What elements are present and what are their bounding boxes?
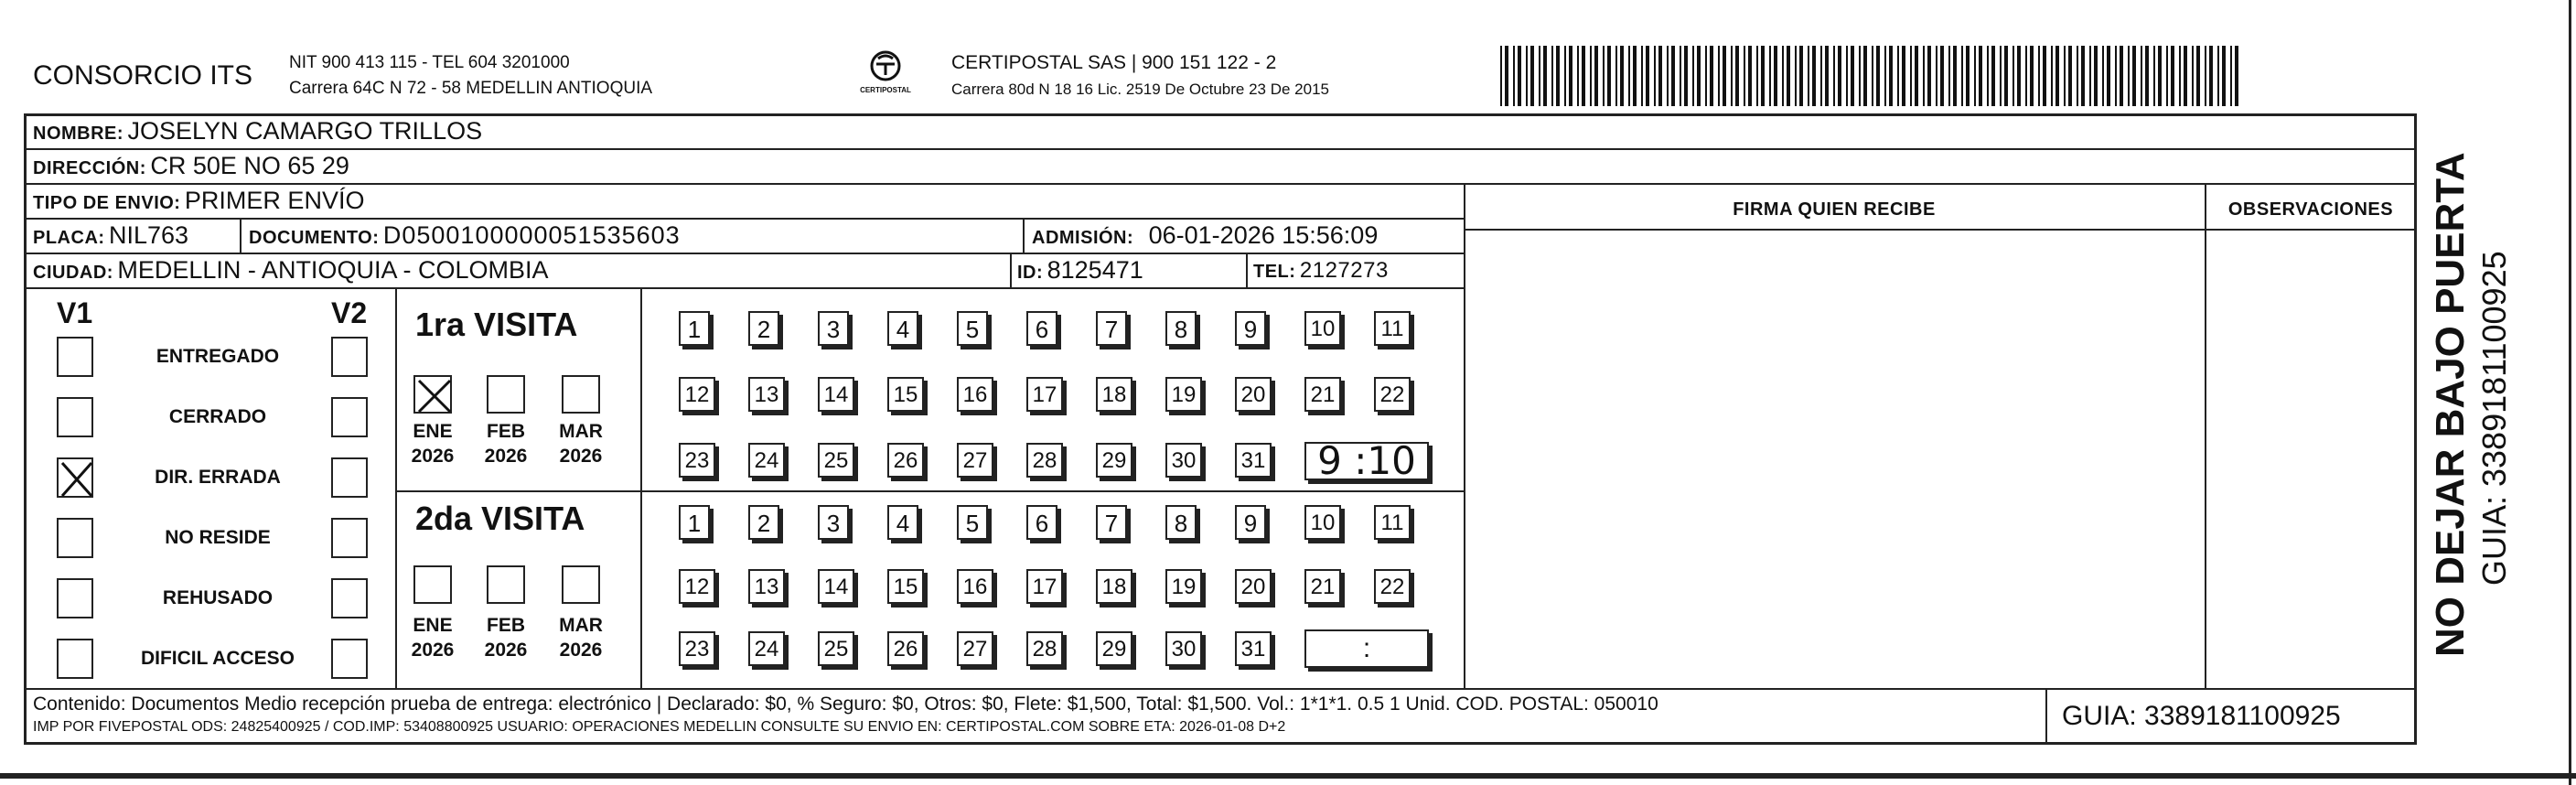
month-name: ENE (413, 615, 453, 636)
id-label: ID: (1017, 263, 1044, 283)
row-line (1464, 229, 2415, 231)
day-box[interactable]: 5 (957, 505, 988, 540)
month-name: ENE (413, 421, 453, 442)
footer-guia: GUIA: 3389181100925 (2062, 701, 2341, 731)
month-year: 2026 (559, 446, 603, 467)
documento-cell (249, 221, 681, 250)
nit-line: NIT 900 413 115 - TEL 604 3201000 (289, 53, 570, 72)
direccion-label: DIRECCIÓN: (33, 158, 146, 178)
month-label (474, 613, 538, 662)
day-box[interactable]: 23 (679, 631, 715, 666)
barcode-bar (1710, 46, 1713, 106)
admision-cell (1032, 221, 1378, 250)
barcode-bar (2171, 46, 2174, 106)
month-year: 2026 (411, 446, 455, 467)
status-v1-checkbox[interactable] (57, 457, 93, 498)
visit1-time: 9 :10 (1304, 442, 1429, 480)
day-box[interactable]: 12 (679, 377, 715, 412)
day-box[interactable]: 28 (1026, 443, 1063, 478)
col-line-obs (2205, 183, 2206, 688)
status-v2-checkbox[interactable] (331, 397, 368, 437)
certipostal-line: CERTIPOSTAL SAS | 900 151 122 - 2 (951, 52, 1277, 73)
barcode-bar (1569, 46, 1572, 106)
side-guia: GUIA: 3389181100925 (2475, 251, 2513, 586)
day-box[interactable]: 8 (1165, 311, 1197, 346)
col-line-placa (240, 218, 242, 253)
barcode-bar (1518, 46, 1521, 106)
day-box[interactable]: 24 (748, 631, 785, 666)
v1-header: V1 (57, 296, 93, 329)
day-box[interactable]: 23 (679, 443, 715, 478)
day-box[interactable]: 16 (957, 569, 993, 604)
barcode-bar (2064, 46, 2066, 106)
barcode-bar (1667, 46, 1669, 106)
status-v1-checkbox[interactable] (57, 578, 93, 618)
barcode-bar (1539, 46, 1540, 106)
barcode-bar (2030, 46, 2034, 106)
barcode-bar (1620, 46, 1624, 106)
barcode-bar (1820, 46, 1822, 106)
day-box[interactable]: 16 (957, 377, 993, 412)
barcode-bar (2055, 46, 2059, 106)
month-checkbox[interactable] (413, 565, 452, 604)
barcode-bar (1902, 46, 1905, 106)
col-line-guia (2045, 688, 2047, 745)
barcode-bar (1756, 46, 1758, 106)
placa-cell (33, 221, 188, 250)
barcode-bar (1782, 46, 1784, 106)
day-box[interactable]: 12 (679, 569, 715, 604)
day-box[interactable]: 8 (1165, 505, 1197, 540)
barcode-bar (2068, 46, 2072, 106)
month-checkbox[interactable] (413, 375, 452, 414)
day-box[interactable]: 4 (887, 505, 918, 540)
nombre-value: JOSELYN CAMARGO TRILLOS (127, 117, 483, 145)
placa-label: PLACA: (33, 228, 105, 248)
barcode-bar (2089, 46, 2091, 106)
day-box[interactable]: 15 (887, 569, 924, 604)
barcode-bar (1505, 46, 1508, 106)
day-box[interactable]: 26 (887, 631, 924, 666)
barcode-bar (1897, 46, 1899, 106)
barcode-bar (2025, 46, 2027, 106)
v2-header: V2 (331, 296, 368, 329)
barcode-bar (2017, 46, 2021, 106)
barcode-bar (1551, 46, 1553, 106)
nombre-label: NOMBRE: (33, 124, 124, 144)
day-box[interactable]: 21 (1304, 569, 1341, 604)
barcode-bar (1526, 46, 1528, 106)
month-checkbox[interactable] (487, 375, 525, 414)
x-mark-icon (415, 377, 454, 415)
day-box[interactable]: 27 (957, 443, 993, 478)
ciudad-label: CIUDAD: (33, 263, 113, 283)
col-line-left (1464, 183, 1465, 688)
day-box[interactable]: 28 (1026, 631, 1063, 666)
barcode-bar (1731, 46, 1733, 106)
barcode-bar (1825, 46, 1829, 106)
barcode-bar (1940, 46, 1944, 106)
day-box[interactable]: 3 (818, 311, 849, 346)
month-year: 2026 (411, 640, 455, 661)
bottom-border (0, 773, 2576, 779)
barcode-bar (1774, 46, 1777, 106)
barcode-bar (2012, 46, 2014, 106)
ciudad-cell (33, 256, 548, 285)
day-box[interactable]: 17 (1026, 569, 1063, 604)
barcode-bar (2132, 46, 2136, 106)
status-v1-checkbox[interactable] (57, 337, 93, 377)
barcode-bar (1966, 46, 1970, 106)
month-year: 2026 (484, 446, 528, 467)
day-box[interactable]: 29 (1096, 443, 1132, 478)
month-name: FEB (487, 421, 525, 442)
barcode-bar (2153, 46, 2155, 106)
barcode-bar (1633, 46, 1637, 106)
day-box[interactable]: 1 (679, 311, 710, 346)
day-box[interactable]: 31 (1235, 443, 1272, 478)
day-box[interactable]: 17 (1026, 377, 1063, 412)
barcode-bar (2209, 46, 2213, 106)
barcode-bar (1915, 46, 1918, 106)
barcode-bar (2158, 46, 2162, 106)
placa-value: NIL763 (109, 221, 189, 249)
tipo-label: TIPO DE ENVIO: (33, 193, 181, 213)
visit1-title: 1ra VISITA (415, 306, 578, 343)
day-box[interactable]: 30 (1165, 443, 1202, 478)
day-box[interactable]: 7 (1096, 505, 1127, 540)
visit2-title: 2da VISITA (415, 500, 585, 537)
barcode-bar (1680, 46, 1681, 106)
firma-header: FIRMA QUIEN RECIBE (1733, 199, 1936, 220)
barcode-bar (2051, 46, 2053, 106)
barcode-bar (1607, 46, 1611, 106)
nombre-row (33, 117, 482, 145)
day-box[interactable]: 18 (1096, 569, 1132, 604)
day-box[interactable]: 11 (1374, 311, 1411, 346)
side-warning: NO DEJAR BAJO PUERTA (2428, 152, 2473, 657)
row-line (26, 287, 1464, 289)
barcode-bar (1500, 46, 1502, 106)
barcode-bar (1718, 46, 1720, 106)
barcode-bar (1795, 46, 1797, 106)
barcode-bar (1859, 46, 1861, 106)
barcode-bar (1735, 46, 1739, 106)
barcode-bar (1812, 46, 1816, 106)
day-box[interactable]: 15 (887, 377, 924, 412)
barcode-bar (1846, 46, 1848, 106)
barcode-bar (2038, 46, 2040, 106)
row-line (26, 183, 2415, 185)
documento-value: D0500100000051535603 (382, 221, 681, 249)
day-box[interactable]: 11 (1374, 505, 1411, 540)
barcode-bar (1646, 46, 1649, 106)
barcode-bar (1577, 46, 1579, 106)
barcode-bar (2077, 46, 2078, 106)
barcode-bar (1799, 46, 1803, 106)
month-label (401, 613, 465, 662)
day-box[interactable]: 3 (818, 505, 849, 540)
id-cell (1017, 256, 1143, 285)
barcode-bar (1671, 46, 1675, 106)
barcode-bar (1697, 46, 1701, 106)
barcode-bar (1872, 46, 1873, 106)
month-label (549, 613, 613, 662)
month-year: 2026 (559, 640, 603, 661)
right-border (2569, 0, 2571, 785)
month-label (549, 419, 613, 468)
day-box[interactable]: 25 (818, 443, 854, 478)
barcode-bar (1961, 46, 1963, 106)
barcode-bar (1923, 46, 1925, 106)
direccion-row (33, 152, 349, 180)
status-v1-checkbox[interactable] (57, 397, 93, 437)
day-box[interactable]: 25 (818, 631, 854, 666)
barcode-bar (1936, 46, 1937, 106)
day-box[interactable]: 2 (748, 311, 779, 346)
tel-label: TEL: (1253, 262, 1296, 282)
barcode-bar (1979, 46, 1982, 106)
barcode-bar (2120, 46, 2123, 106)
day-box[interactable]: 6 (1026, 311, 1057, 346)
day-box[interactable]: 30 (1165, 631, 1202, 666)
day-box[interactable]: 21 (1304, 377, 1341, 412)
barcode-bar (1603, 46, 1605, 106)
day-box[interactable]: 7 (1096, 311, 1127, 346)
barcode-bar (1953, 46, 1957, 106)
row-line (26, 148, 2415, 150)
barcode-bar (1723, 46, 1726, 106)
day-box[interactable]: 14 (818, 377, 854, 412)
barcode-bar (2145, 46, 2149, 106)
barcode-bar (1590, 46, 1592, 106)
barcode-bar (1530, 46, 1534, 106)
tel-cell (1253, 258, 1389, 284)
barcode-bar (1769, 46, 1771, 106)
day-box[interactable]: 2 (748, 505, 779, 540)
col-line-months (640, 287, 642, 688)
footer-imp: IMP POR FIVEPOSTAL ODS: 24825400925 / COD.IMP: 53408800925 USUARIO: OPERACIONES MEDELLIN CONSULTE SU ENVIO EN: CERTIPOSTAL.COM SOBRE ETA: 2026-01-08 D+2 (33, 719, 1286, 735)
barcode-bar (2107, 46, 2110, 106)
barcode-bar (1948, 46, 1950, 106)
visit-divider (397, 490, 1464, 492)
barcode-bar (1808, 46, 1809, 106)
status-label: CERRADO (168, 406, 267, 427)
day-box[interactable]: 19 (1165, 569, 1202, 604)
barcode-bar (2235, 46, 2238, 106)
day-box[interactable]: 20 (1235, 377, 1272, 412)
day-box[interactable]: 9 (1235, 311, 1266, 346)
barcode-bar (2196, 46, 2200, 106)
barcode-bar (1838, 46, 1841, 106)
barcode-bar (2192, 46, 2194, 106)
barcode-bar (1556, 46, 1560, 106)
month-checkbox[interactable] (562, 565, 600, 604)
barcode-bar (2128, 46, 2130, 106)
day-box[interactable]: 31 (1235, 631, 1272, 666)
day-box[interactable]: 20 (1235, 569, 1272, 604)
barcode-bar (2222, 46, 2226, 106)
day-box[interactable]: 24 (748, 443, 785, 478)
barcode-bar (2184, 46, 2187, 106)
tel-value: 2127273 (1299, 258, 1389, 283)
month-label (474, 419, 538, 468)
status-v2-checkbox[interactable] (331, 457, 368, 498)
status-label: DIR. ERRADA (155, 467, 281, 488)
barcode-bar (2179, 46, 2181, 106)
col-line-admision (1023, 218, 1025, 253)
documento-label: DOCUMENTO: (249, 228, 380, 248)
barcode-bar (1564, 46, 1566, 106)
certipostal-logo (858, 46, 913, 102)
status-v2-checkbox[interactable] (331, 518, 368, 558)
barcode-bar (1628, 46, 1630, 106)
status-v2-checkbox[interactable] (331, 578, 368, 618)
admision-label: ADMISIÓN: (1032, 228, 1134, 248)
x-mark-icon (59, 459, 95, 500)
status-label: ENTREGADO (156, 346, 280, 367)
day-box[interactable]: 27 (957, 631, 993, 666)
barcode-bar (1974, 46, 1976, 106)
barcode-bar (1889, 46, 1893, 106)
barcode-bar (2043, 46, 2046, 106)
status-v1-checkbox[interactable] (57, 639, 93, 679)
barcode-bar (1705, 46, 1707, 106)
month-checkbox[interactable] (487, 565, 525, 604)
barcode-bar (1513, 46, 1515, 106)
day-box[interactable]: 19 (1165, 377, 1202, 412)
barcode-bar (1910, 46, 1912, 106)
admision-value: 06-01-2026 15:56:09 (1148, 221, 1379, 249)
status-label: REHUSADO (162, 587, 274, 608)
barcode-bar (2205, 46, 2206, 106)
barcode-bar (2115, 46, 2117, 106)
barcode-bar (1615, 46, 1617, 106)
barcode-bar (1987, 46, 1989, 106)
barcode-bar (1641, 46, 1643, 106)
row-line (26, 253, 1464, 254)
barcode-bar (1863, 46, 1867, 106)
day-box[interactable]: 10 (1304, 311, 1341, 346)
observaciones-header: OBSERVACIONES (2227, 199, 2394, 220)
footer-contenido: Contenido: Documentos Medio recepción prueba de entrega: electrónico | Declarado: $0, % Seguro: $0, Otros: $0, Flete: $1,500, Total: $1,500. Vol.: 1*1*1. 0.5 1 Unid. COD. POSTAL: 050010 (33, 694, 1658, 715)
day-box[interactable]: 22 (1374, 377, 1411, 412)
month-label (401, 419, 465, 468)
day-box[interactable]: 10 (1304, 505, 1341, 540)
barcode-bar (1833, 46, 1835, 106)
status-v2-checkbox[interactable] (331, 639, 368, 679)
id-value: 8125471 (1046, 256, 1143, 284)
barcode-bar (2094, 46, 2098, 106)
day-box[interactable]: 14 (818, 569, 854, 604)
barcode-bar (2230, 46, 2232, 106)
day-box[interactable]: 26 (887, 443, 924, 478)
barcode-bar (2166, 46, 2168, 106)
day-box[interactable]: 4 (887, 311, 918, 346)
barcode-bar (2102, 46, 2104, 106)
tipo-value: PRIMER ENVÍO (184, 187, 365, 214)
barcode-bar (2000, 46, 2002, 106)
barcode-bar (1543, 46, 1547, 106)
company-name: CONSORCIO ITS (33, 60, 253, 91)
col-line-tel (1246, 253, 1248, 287)
barcode-bar (1761, 46, 1765, 106)
barcode-bar (2217, 46, 2219, 106)
barcode-bar (1684, 46, 1688, 106)
address-line: Carrera 64C N 72 - 58 MEDELLIN ANTIOQUIA (289, 79, 653, 98)
day-box[interactable]: 6 (1026, 505, 1057, 540)
ciudad-value: MEDELLIN - ANTIOQUIA - COLOMBIA (117, 256, 549, 284)
license-line: Carrera 80d N 18 16 Lic. 2519 De Octubre 23 De 2015 (951, 81, 1329, 98)
status-label: NO RESIDE (165, 527, 271, 548)
month-name: MAR (559, 421, 603, 442)
barcode-bar (2004, 46, 2008, 106)
barcode (1500, 46, 2241, 106)
month-name: MAR (559, 615, 603, 636)
day-box[interactable]: 13 (748, 569, 785, 604)
barcode-bar (1884, 46, 1886, 106)
col-line-id (1010, 253, 1012, 287)
barcode-bar (2081, 46, 2085, 106)
month-year: 2026 (484, 640, 528, 661)
barcode-bar (1748, 46, 1752, 106)
visit2-time: : (1304, 629, 1429, 668)
barcode-bar (1876, 46, 1880, 106)
barcode-bar (1991, 46, 1995, 106)
month-checkbox[interactable] (562, 375, 600, 414)
day-box[interactable]: 1 (679, 505, 710, 540)
col-line-status (395, 287, 397, 688)
direccion-value: CR 50E NO 65 29 (150, 152, 349, 179)
barcode-bar (1658, 46, 1662, 106)
day-box[interactable]: 9 (1235, 505, 1266, 540)
status-v1-checkbox[interactable] (57, 518, 93, 558)
footer-top-line (26, 688, 2415, 690)
day-box[interactable]: 22 (1374, 569, 1411, 604)
barcode-bar (2141, 46, 2142, 106)
day-box[interactable]: 29 (1096, 631, 1132, 666)
day-box[interactable]: 5 (957, 311, 988, 346)
barcode-bar (1582, 46, 1585, 106)
logo-text: CERTIPOSTAL (860, 86, 911, 94)
tipo-row (33, 187, 364, 215)
barcode-bar (1692, 46, 1694, 106)
barcode-bar (1654, 46, 1656, 106)
barcode-bar (1851, 46, 1854, 106)
status-label: DIFICIL ACCESO (140, 648, 295, 669)
barcode-bar (1787, 46, 1790, 106)
status-v2-checkbox[interactable] (331, 337, 368, 377)
barcode-bar (1927, 46, 1931, 106)
month-name: FEB (487, 615, 525, 636)
day-box[interactable]: 13 (748, 377, 785, 412)
barcode-bar (1744, 46, 1745, 106)
day-box[interactable]: 18 (1096, 377, 1132, 412)
barcode-bar (1594, 46, 1598, 106)
